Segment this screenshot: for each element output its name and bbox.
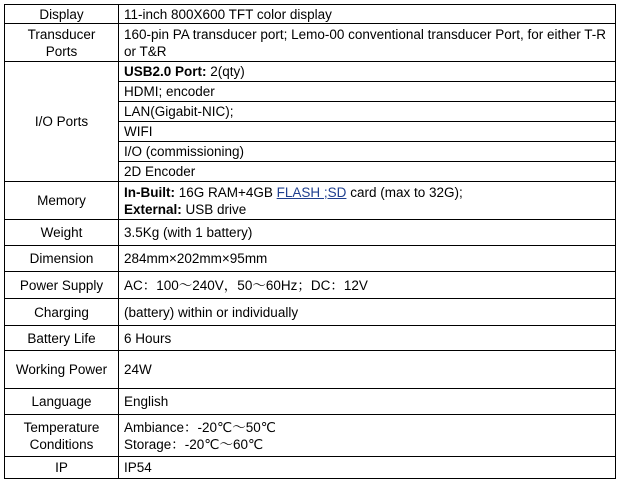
io-wifi: WIFI [119, 122, 615, 142]
row-working-power [5, 351, 616, 389]
ip-value: IP54 [119, 457, 616, 479]
row-charging [5, 299, 616, 326]
memory-flash-link[interactable]: FLASH ;SD [276, 184, 347, 200]
row-power-supply [5, 272, 616, 299]
memory-inbuilt-label: In-Built: [124, 184, 175, 200]
temperature-storage: Storage：-20℃～60℃ [124, 436, 264, 452]
dimension-label: Dimension [5, 246, 119, 272]
io-usb [119, 62, 615, 82]
row-ip [5, 457, 616, 479]
row-io-ports [5, 62, 616, 182]
memory-label: Memory [5, 182, 119, 220]
io-usb-label: USB2.0 Port: [124, 64, 207, 79]
spec-table [4, 4, 616, 479]
charging-label: Charging [5, 299, 119, 326]
working-power-label: Working Power [5, 351, 119, 389]
weight-label: Weight [5, 220, 119, 246]
language-label: Language [5, 389, 119, 415]
language-value: English [119, 389, 616, 415]
memory-inbuilt-pre: 16G RAM+4GB [174, 184, 277, 200]
row-battery-life [5, 326, 616, 351]
memory-value [119, 182, 616, 220]
memory-external-value: USB drive [181, 201, 247, 217]
row-display [5, 5, 616, 24]
row-memory [5, 182, 616, 220]
memory-external-label: External: [124, 201, 182, 217]
power-supply-label: Power Supply [5, 272, 119, 299]
row-temperature [5, 415, 616, 457]
io-lan: LAN(Gigabit-NIC); [119, 102, 615, 122]
memory-inbuilt [124, 184, 610, 201]
temperature-value [119, 415, 616, 457]
io-label: I/O Ports [5, 62, 119, 182]
io-commissioning: I/O (commissioning) [119, 142, 615, 162]
io-hdmi: HDMI; encoder [119, 82, 615, 102]
ip-label: IP [5, 457, 119, 479]
io-value [119, 62, 616, 182]
memory-external [124, 201, 610, 218]
working-power-value: 24W [119, 351, 616, 389]
temperature-ambiance: Ambiance：-20℃～50℃ [124, 419, 276, 435]
battery-life-label: Battery Life [5, 326, 119, 351]
battery-life-value: 6 Hours [119, 326, 616, 351]
charging-value: (battery) within or individually [119, 299, 616, 326]
io-usb-value: 2(qty) [206, 64, 245, 79]
transducer-value: 160-pin PA transducer port; Lemo-00 conventional transducer Port, for either T-R or T&R [119, 24, 616, 62]
power-supply-value: AC：100～240V，50～60Hz；DC：12V [119, 272, 616, 299]
row-transducer [5, 24, 616, 62]
memory-inbuilt-post: card (max to 32G); [346, 184, 463, 200]
row-dimension [5, 246, 616, 272]
weight-value: 3.5Kg (with 1 battery) [119, 220, 616, 246]
io-encoder: 2D Encoder [124, 164, 196, 179]
temperature-label: Temperature Conditions [5, 415, 119, 457]
row-weight [5, 220, 616, 246]
display-value: 11-inch 800X600 TFT color display [119, 5, 616, 24]
transducer-label: Transducer Ports [5, 24, 119, 62]
row-language [5, 389, 616, 415]
display-label: Display [5, 5, 119, 24]
dimension-value: 284mm×202mm×95mm [119, 246, 616, 272]
